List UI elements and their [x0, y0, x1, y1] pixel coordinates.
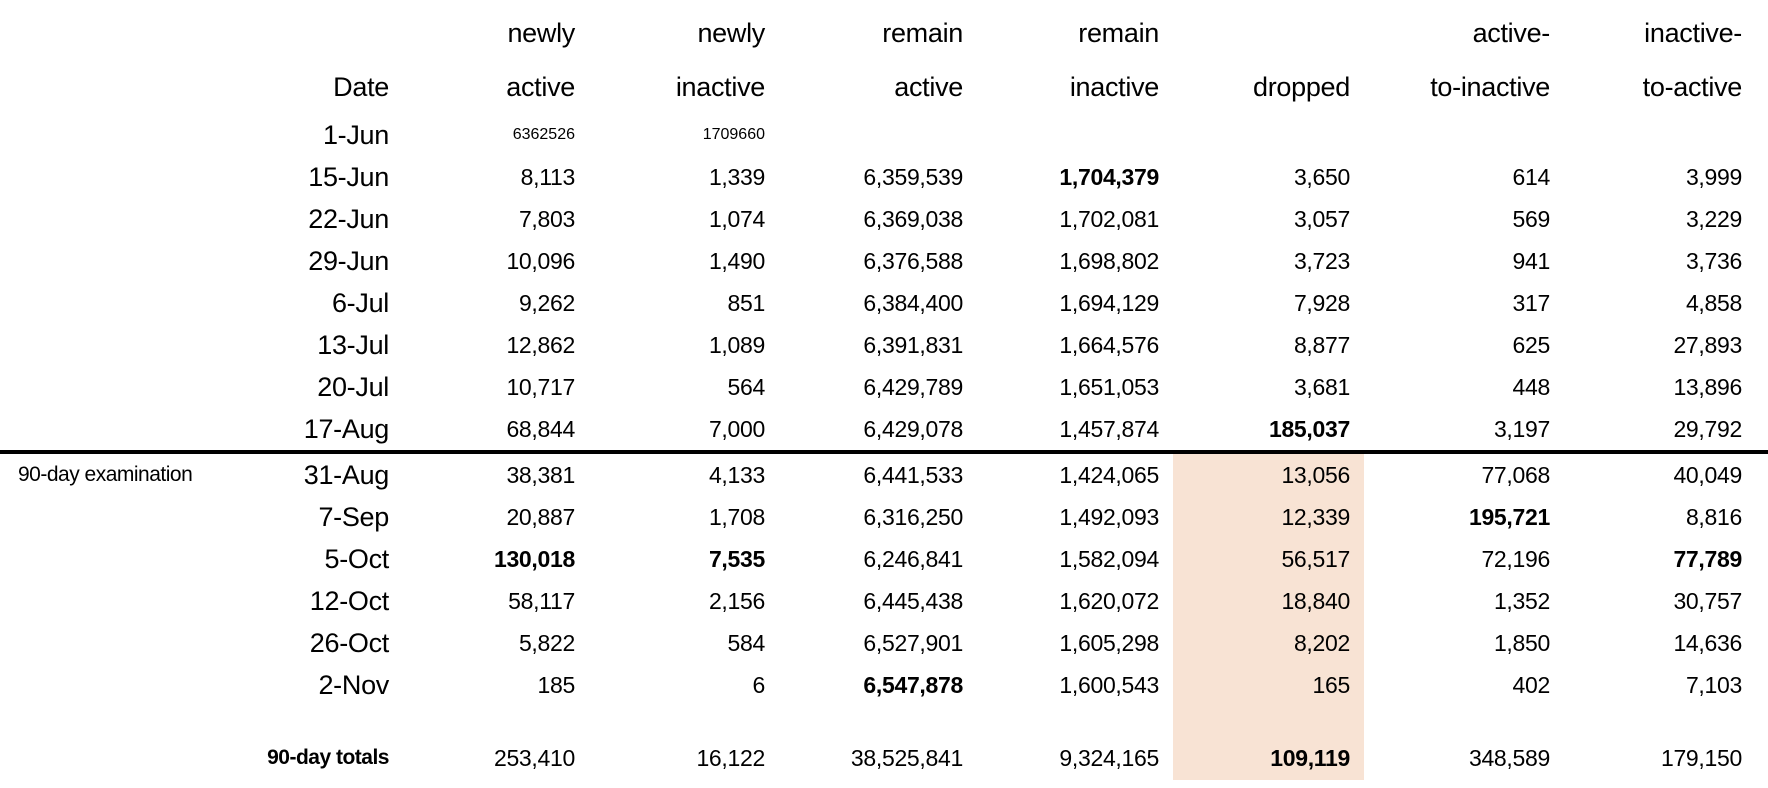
side-label-empty [0, 496, 205, 538]
cell-newly-active[interactable]: 9,262 [518, 289, 575, 316]
cell-remain-inactive[interactable]: 1,605,298 [1059, 629, 1159, 656]
header-empty [205, 6, 403, 60]
cell-inactive-to-active[interactable]: 30,757 [1673, 587, 1742, 614]
table-row [0, 240, 1768, 282]
cell-dropped[interactable]: 3,681 [1293, 373, 1350, 400]
cell-newly-inactive[interactable]: 1,339 [708, 163, 765, 190]
date-cell[interactable]: 22-Jun [308, 203, 389, 234]
header-newly-active-line1[interactable]: newly [507, 17, 575, 48]
cell-newly-active[interactable]: 10,096 [506, 247, 575, 274]
cell-inactive-to-active[interactable]: 8,816 [1685, 503, 1742, 530]
table-body [0, 114, 1768, 780]
cell-newly-inactive[interactable]: 584 [727, 629, 765, 656]
cell-remain-active [779, 114, 977, 156]
right-margin-cell [1756, 736, 1768, 780]
side-label-empty [0, 198, 205, 240]
cell-active-to-inactive[interactable]: 448 [1512, 373, 1550, 400]
cell-remain-inactive[interactable]: 1,620,072 [1059, 587, 1159, 614]
right-margin-cell [1756, 408, 1768, 452]
right-margin-cell [1756, 452, 1768, 496]
right-margin-cell [1756, 324, 1768, 366]
cell-newly-active[interactable]: 185 [537, 671, 575, 698]
side-label-empty [0, 324, 205, 366]
header-row-1 [0, 6, 1768, 60]
cell-active-to-inactive[interactable]: 402 [1512, 671, 1550, 698]
cell-remain-active[interactable]: 6,316,250 [863, 503, 963, 530]
date-cell[interactable]: 26-Oct [309, 627, 389, 658]
cell-newly-inactive[interactable]: 6 [752, 671, 765, 698]
cell-dropped[interactable]: 56,517 [1173, 538, 1364, 580]
cell-inactive-to-active[interactable]: 14,636 [1673, 629, 1742, 656]
side-label-empty [0, 156, 205, 198]
table-row [0, 324, 1768, 366]
cell-active-to-inactive[interactable]: 1,352 [1493, 587, 1550, 614]
table-row [0, 664, 1768, 706]
right-margin-cell [1756, 366, 1768, 408]
cell-newly-inactive[interactable]: 4,133 [589, 452, 779, 496]
cell-remain-active [779, 706, 977, 736]
cell-dropped [1173, 706, 1364, 736]
cell-remain-inactive[interactable]: 1,664,576 [1059, 331, 1159, 358]
cell-newly-inactive[interactable]: 851 [727, 289, 765, 316]
cell-remain-inactive[interactable]: 1,702,081 [1059, 205, 1159, 232]
cell-inactive-to-active[interactable]: 29,792 [1673, 415, 1742, 442]
cell-dropped[interactable]: 13,056 [1173, 452, 1364, 496]
side-label-90-day-examination: 90-day examination [0, 452, 205, 496]
cell-newly-inactive[interactable]: 16,122 [696, 744, 765, 771]
table-row [0, 156, 1768, 198]
header-empty [1756, 60, 1768, 114]
right-margin-cell [1756, 156, 1768, 198]
cell-remain-active[interactable]: 6,359,539 [863, 163, 963, 190]
table-row [0, 366, 1768, 408]
right-margin-cell [1756, 580, 1768, 622]
header-inactive-to-active-line1[interactable]: inactive- [1644, 17, 1742, 48]
date-cell[interactable]: 1-Jun [322, 119, 389, 150]
side-label-empty [0, 408, 205, 452]
table-row [0, 622, 1768, 664]
cell-remain-inactive [977, 706, 1173, 736]
table-row [0, 496, 1768, 538]
side-label-empty [0, 114, 205, 156]
right-margin-cell [1756, 496, 1768, 538]
right-margin-cell [1756, 538, 1768, 580]
header-newly-inactive-line1[interactable]: newly [697, 17, 765, 48]
side-label-empty [0, 282, 205, 324]
data-table [0, 6, 1768, 780]
cell-newly-inactive[interactable]: 1,074 [708, 205, 765, 232]
side-label-empty [0, 240, 205, 282]
cell-active-to-inactive[interactable]: 3,197 [1493, 415, 1550, 442]
header-row-2 [0, 60, 1768, 114]
spacer-row [0, 706, 1768, 736]
cell-inactive-to-active[interactable]: 27,893 [1673, 331, 1742, 358]
cell-inactive-to-active[interactable]: 3,229 [1685, 205, 1742, 232]
right-margin-cell [1756, 664, 1768, 706]
cell-inactive-to-active[interactable]: 4,858 [1685, 289, 1742, 316]
cell-inactive-to-active[interactable]: 3,736 [1685, 247, 1742, 274]
side-label-empty [0, 366, 205, 408]
cell-inactive-to-active[interactable]: 3,999 [1685, 163, 1742, 190]
right-margin-cell [1756, 622, 1768, 664]
cell-active-to-inactive[interactable]: 195,721 [1468, 503, 1550, 530]
cell-newly-active[interactable]: 6362526 [512, 126, 575, 143]
date-cell[interactable]: 6-Jul [331, 287, 389, 318]
cell-active-to-inactive[interactable]: 317 [1512, 289, 1550, 316]
header-dropped-line1 [1173, 6, 1364, 60]
right-margin-cell [1756, 198, 1768, 240]
table-header [0, 6, 1768, 114]
cell-inactive-to-active[interactable]: 13,896 [1673, 373, 1742, 400]
cell-newly-active[interactable]: 38,381 [403, 452, 589, 496]
cell-inactive-to-active[interactable]: 7,103 [1685, 671, 1742, 698]
side-label-empty [0, 706, 205, 736]
right-margin-cell [1756, 114, 1768, 156]
cell-newly-active[interactable]: 68,844 [506, 415, 575, 442]
side-label-empty [0, 538, 205, 580]
header-empty [0, 60, 205, 114]
cell-newly-active[interactable]: 7,803 [518, 205, 575, 232]
cell-dropped[interactable]: 185,037 [1268, 415, 1350, 442]
date-cell[interactable]: 13-Jul [317, 329, 389, 360]
date-cell[interactable]: 2-Nov [318, 669, 389, 700]
cell-newly-inactive[interactable]: 1,490 [708, 247, 765, 274]
date-cell[interactable]: 15-Jun [308, 161, 389, 192]
cell-dropped[interactable]: 3,650 [1293, 163, 1350, 190]
cell-remain-inactive[interactable]: 1,694,129 [1059, 289, 1159, 316]
cell-active-to-inactive[interactable]: 1,850 [1493, 629, 1550, 656]
cell-remain-active[interactable]: 6,441,533 [779, 452, 977, 496]
date-cell[interactable]: 29-Jun [308, 245, 389, 276]
header-remain-inactive-line2[interactable]: inactive [1069, 71, 1159, 102]
cell-dropped [1173, 114, 1364, 156]
cell-dropped[interactable]: 8,202 [1173, 622, 1364, 664]
cell-newly-inactive[interactable]: 7,000 [708, 415, 765, 442]
header-empty [1756, 6, 1768, 60]
date-cell[interactable]: 20-Jul [317, 371, 389, 402]
cell-remain-active[interactable]: 6,547,878 [863, 671, 963, 698]
cell-inactive-to-active [1564, 706, 1756, 736]
side-label-empty [0, 664, 205, 706]
cell-active-to-inactive[interactable]: 77,068 [1364, 452, 1564, 496]
cell-dropped[interactable]: 18,840 [1173, 580, 1364, 622]
cell-remain-inactive[interactable]: 9,324,165 [1059, 744, 1159, 771]
cell-newly-active[interactable]: 5,822 [518, 629, 575, 656]
cell-remain-active[interactable]: 6,369,038 [863, 205, 963, 232]
cell-active-to-inactive[interactable]: 348,589 [1468, 744, 1550, 771]
right-margin-cell [1756, 240, 1768, 282]
table-row [0, 198, 1768, 240]
cell-dropped[interactable]: 109,119 [1173, 736, 1364, 780]
header-dropped-line2[interactable]: dropped [1253, 71, 1350, 102]
totals-label-cell[interactable]: 90-day totals [267, 746, 389, 769]
header-remain-active-line1[interactable]: remain [882, 17, 963, 48]
cell-newly-inactive[interactable]: 1,089 [708, 331, 765, 358]
header-active-to-inactive-line1[interactable]: active- [1472, 17, 1550, 48]
cell-remain-active[interactable]: 6,527,901 [863, 629, 963, 656]
cell-newly-active[interactable]: 58,117 [508, 587, 575, 614]
table-row [0, 452, 1768, 496]
table-row [0, 114, 1768, 156]
cell-newly-inactive[interactable]: 564 [727, 373, 765, 400]
cell-active-to-inactive[interactable]: 614 [1512, 163, 1550, 190]
cell-inactive-to-active [1564, 114, 1756, 156]
right-margin-cell [1756, 706, 1768, 736]
cell-newly-inactive[interactable]: 1,708 [708, 503, 765, 530]
cell-remain-inactive[interactable]: 1,582,094 [1059, 545, 1159, 572]
cell-active-to-inactive[interactable]: 941 [1512, 247, 1550, 274]
cell-newly-inactive[interactable]: 1709660 [702, 126, 765, 143]
cell-remain-inactive[interactable]: 1,424,065 [977, 452, 1173, 496]
header-newly-inactive-line2[interactable]: inactive [675, 71, 765, 102]
cell-active-to-inactive [1364, 114, 1564, 156]
cell-remain-inactive[interactable]: 1,457,874 [1059, 415, 1159, 442]
cell-newly-inactive[interactable]: 2,156 [708, 587, 765, 614]
side-label-empty [0, 622, 205, 664]
date-cell[interactable]: 17-Aug [303, 413, 389, 444]
table-row [0, 580, 1768, 622]
side-label-empty [0, 580, 205, 622]
right-margin-cell [1756, 282, 1768, 324]
cell-dropped[interactable]: 8,877 [1293, 331, 1350, 358]
date-cell[interactable]: 31-Aug [205, 452, 403, 496]
cell-newly-active[interactable]: 20,887 [506, 503, 575, 530]
table-row [0, 538, 1768, 580]
table-row [0, 408, 1768, 452]
cell-remain-inactive[interactable]: 1,698,802 [1059, 247, 1159, 274]
cell-newly-active[interactable]: 10,717 [506, 373, 575, 400]
cell-dropped[interactable]: 12,339 [1173, 496, 1364, 538]
header-date[interactable]: Date [333, 71, 389, 102]
cell-remain-active[interactable]: 38,525,841 [850, 744, 963, 771]
date-cell[interactable]: 12-Oct [309, 585, 389, 616]
cell-remain-active[interactable]: 6,429,789 [863, 373, 963, 400]
cell-newly-active[interactable]: 130,018 [493, 545, 575, 572]
cell-dropped[interactable]: 3,057 [1293, 205, 1350, 232]
table-row [0, 282, 1768, 324]
cell-newly-inactive [589, 706, 779, 736]
cell-remain-inactive[interactable]: 1,651,053 [1059, 373, 1159, 400]
cell-dropped[interactable]: 3,723 [1293, 247, 1350, 274]
date-cell-empty [205, 706, 403, 736]
cell-newly-active[interactable]: 12,862 [506, 331, 575, 358]
cell-newly-active[interactable]: 8,113 [520, 163, 575, 190]
cell-active-to-inactive [1364, 706, 1564, 736]
cell-remain-active[interactable]: 6,391,831 [863, 331, 963, 358]
cell-inactive-to-active[interactable]: 40,049 [1564, 452, 1756, 496]
cell-remain-active[interactable]: 6,429,078 [863, 415, 963, 442]
cell-newly-active[interactable]: 253,410 [493, 744, 575, 771]
date-cell[interactable]: 5-Oct [324, 543, 389, 574]
cell-active-to-inactive[interactable]: 569 [1512, 205, 1550, 232]
header-active-to-inactive-line2[interactable]: to-inactive [1430, 71, 1550, 102]
cell-dropped[interactable]: 7,928 [1293, 289, 1350, 316]
cell-active-to-inactive[interactable]: 625 [1512, 331, 1550, 358]
cell-inactive-to-active[interactable]: 77,789 [1673, 545, 1742, 572]
header-remain-active-line2[interactable]: active [894, 71, 963, 102]
cell-newly-inactive[interactable]: 7,535 [708, 545, 765, 572]
header-empty [0, 6, 205, 60]
cell-remain-active[interactable]: 6,445,438 [863, 587, 963, 614]
totals-row [0, 736, 1768, 780]
cell-remain-active[interactable]: 6,384,400 [863, 289, 963, 316]
date-cell[interactable]: 7-Sep [318, 501, 389, 532]
cell-remain-inactive [977, 114, 1173, 156]
header-inactive-to-active-line2[interactable]: to-active [1642, 71, 1742, 102]
cell-dropped[interactable]: 165 [1173, 664, 1364, 706]
cell-inactive-to-active[interactable]: 179,150 [1660, 744, 1742, 771]
header-newly-active-line2[interactable]: active [506, 71, 575, 102]
header-remain-inactive-line1[interactable]: remain [1078, 17, 1159, 48]
cell-remain-active[interactable]: 6,246,841 [863, 545, 963, 572]
cell-active-to-inactive[interactable]: 72,196 [1481, 545, 1550, 572]
side-label-empty [0, 736, 205, 780]
cell-newly-active [403, 706, 589, 736]
cell-remain-inactive[interactable]: 1,600,543 [1059, 671, 1159, 698]
cell-remain-active[interactable]: 6,376,588 [863, 247, 963, 274]
cell-remain-inactive[interactable]: 1,704,379 [1059, 163, 1159, 190]
cell-remain-inactive[interactable]: 1,492,093 [1059, 503, 1159, 530]
